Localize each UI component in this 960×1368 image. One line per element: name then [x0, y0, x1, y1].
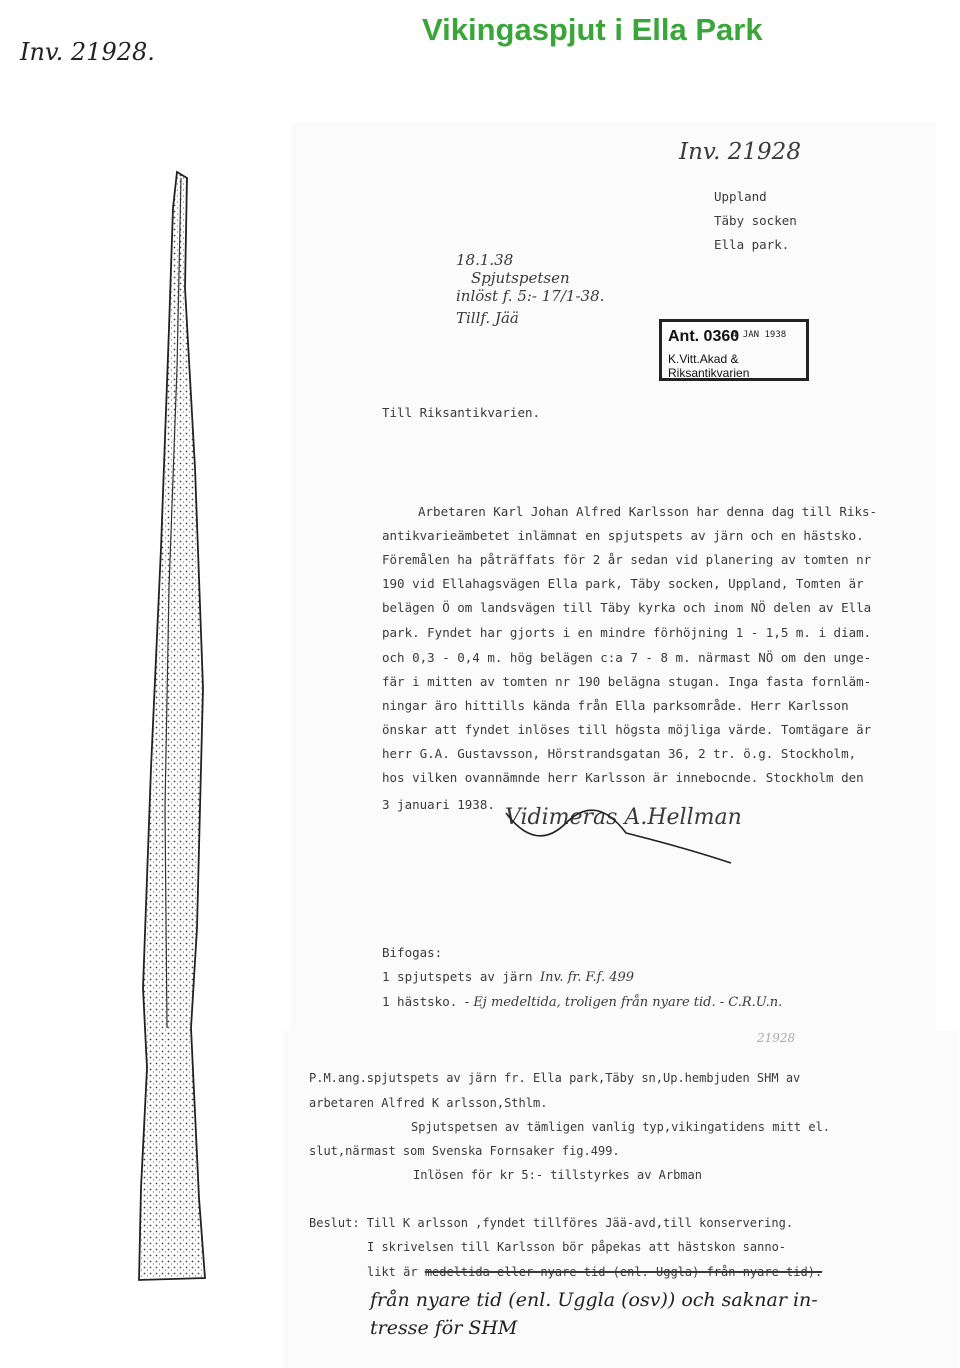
body-line: ningar äro hittills kända från Ella parksområde. Herr Karlsson: [382, 698, 849, 713]
body-line: Föremålen ha påträffats för 2 år sedan vid planering av tomten nr: [382, 552, 872, 567]
location-line: Uppland: [714, 189, 767, 204]
inventory-number-handwritten: Inv. 21928.: [20, 38, 155, 66]
body-line: fär i mitten av tomten nr 190 belägna stugan. Inga fasta fornläm-: [382, 674, 872, 689]
body-line: antikvarieämbetet inlämnat en spjutspets av järn och en hästsko.: [382, 528, 864, 543]
body-line: önskar att fyndet inlöses till högsta möjliga värde. Tomtägare är: [382, 722, 872, 737]
body-line: 190 vid Ellahagsvägen Ella park, Täby socken, Uppland, Tomten är: [382, 576, 864, 591]
decision-line: likt är medeltida eller nyare tid (enl. Uggla) från nyare tid).: [367, 1265, 823, 1279]
stamp-date: 4 JAN 1938: [732, 330, 787, 340]
signature-flourish: [496, 793, 736, 873]
memo-document: [283, 1031, 958, 1368]
struck-text: medeltida eller nyare tid (enl. Uggla) från nyare tid).: [424, 1265, 823, 1279]
attachment-note: Inv. fr. F.f. 499: [540, 970, 635, 985]
page-title: Vikingaspjut i Ella Park: [422, 12, 763, 47]
body-line: 3 januari 1938.: [382, 797, 495, 812]
body-line: herr G.A. Gustavsson, Hörstrandsgatan 36, 2 tr. ö.g. Stockholm,: [382, 746, 857, 761]
handnote-line: Tillf. Jää: [456, 309, 519, 327]
location-line: Ella park.: [714, 237, 790, 252]
registry-stamp: [659, 319, 809, 381]
memo-line: Spjutspetsen av tämligen vanlig typ,vikingatidens mitt el.: [411, 1120, 831, 1134]
body-line: och 0,3 - 0,4 m. hög belägen c:a 7 - 8 m. närmast NÖ om den unge-: [382, 650, 872, 665]
memo-line: Inlösen för kr 5:- tillstyrkes av Arbman: [413, 1168, 702, 1182]
letter-document: [291, 123, 936, 1031]
stamp-authority: K.Vitt.Akad & Riksantikvarien: [668, 352, 750, 380]
memo-line: slut,närmast som Svenska Fornsaker fig.499.: [309, 1144, 620, 1158]
memo-line: P.M.ang.spjutspets av järn fr. Ella park,Täby sn,Up.hembjuden SHM av: [309, 1071, 801, 1085]
body-line: Arbetaren Karl Johan Alfred Karlsson har denna dag till Riks-: [418, 504, 878, 519]
handnote-line: 18.1.38: [456, 251, 514, 269]
handwritten-correction: tresse för SHM: [370, 1317, 518, 1339]
memo-inventory: 21928: [757, 1031, 796, 1045]
attachment-note: - Ej medeltida, troligen från nyare tid. - C.R.U.n.: [464, 995, 783, 1010]
decision-line: I skrivelsen till Karlsson bör påpekas att hästskon sanno-: [367, 1240, 787, 1254]
stamp-number: Ant. 0360: [668, 328, 740, 345]
attachment-line: 1 hästsko. - Ej medeltida, troligen från nyare tid. - C.R.U.n.: [382, 994, 783, 1010]
spearhead-drawing: [125, 168, 215, 1286]
letter-inventory: Inv. 21928: [679, 139, 801, 165]
bifogas-label: Bifogas:: [382, 945, 443, 960]
body-line: park. Fyndet har gjorts i en mindre förhöjning 1 - 1,5 m. i diam.: [382, 625, 872, 640]
addressee: Till Riksantikvarien.: [382, 405, 541, 420]
memo-line: arbetaren Alfred K arlsson,Sthlm.: [309, 1096, 548, 1110]
handnote-line: inlöst f. 5:- 17/1-38.: [456, 287, 605, 305]
decision-line: Beslut: Till K arlsson ,fyndet tillföres Jää-avd,till konservering.: [309, 1216, 794, 1230]
location-line: Täby socken: [714, 213, 797, 228]
signature: Vidimeras A.Hellman: [505, 805, 742, 830]
attachment-line: 1 spjutspets av järn Inv. fr. F.f. 499: [382, 969, 635, 985]
handwritten-correction: från nyare tid (enl. Uggla (osv)) och saknar in-: [370, 1289, 818, 1311]
body-line: belägen Ö om landsvägen till Täby kyrka och inom NÖ delen av Ella: [382, 600, 872, 615]
body-line: hos vilken ovannämnde herr Karlsson är innebocnde. Stockholm den: [382, 770, 864, 785]
handnote-line: Spjutspetsen: [471, 269, 570, 287]
